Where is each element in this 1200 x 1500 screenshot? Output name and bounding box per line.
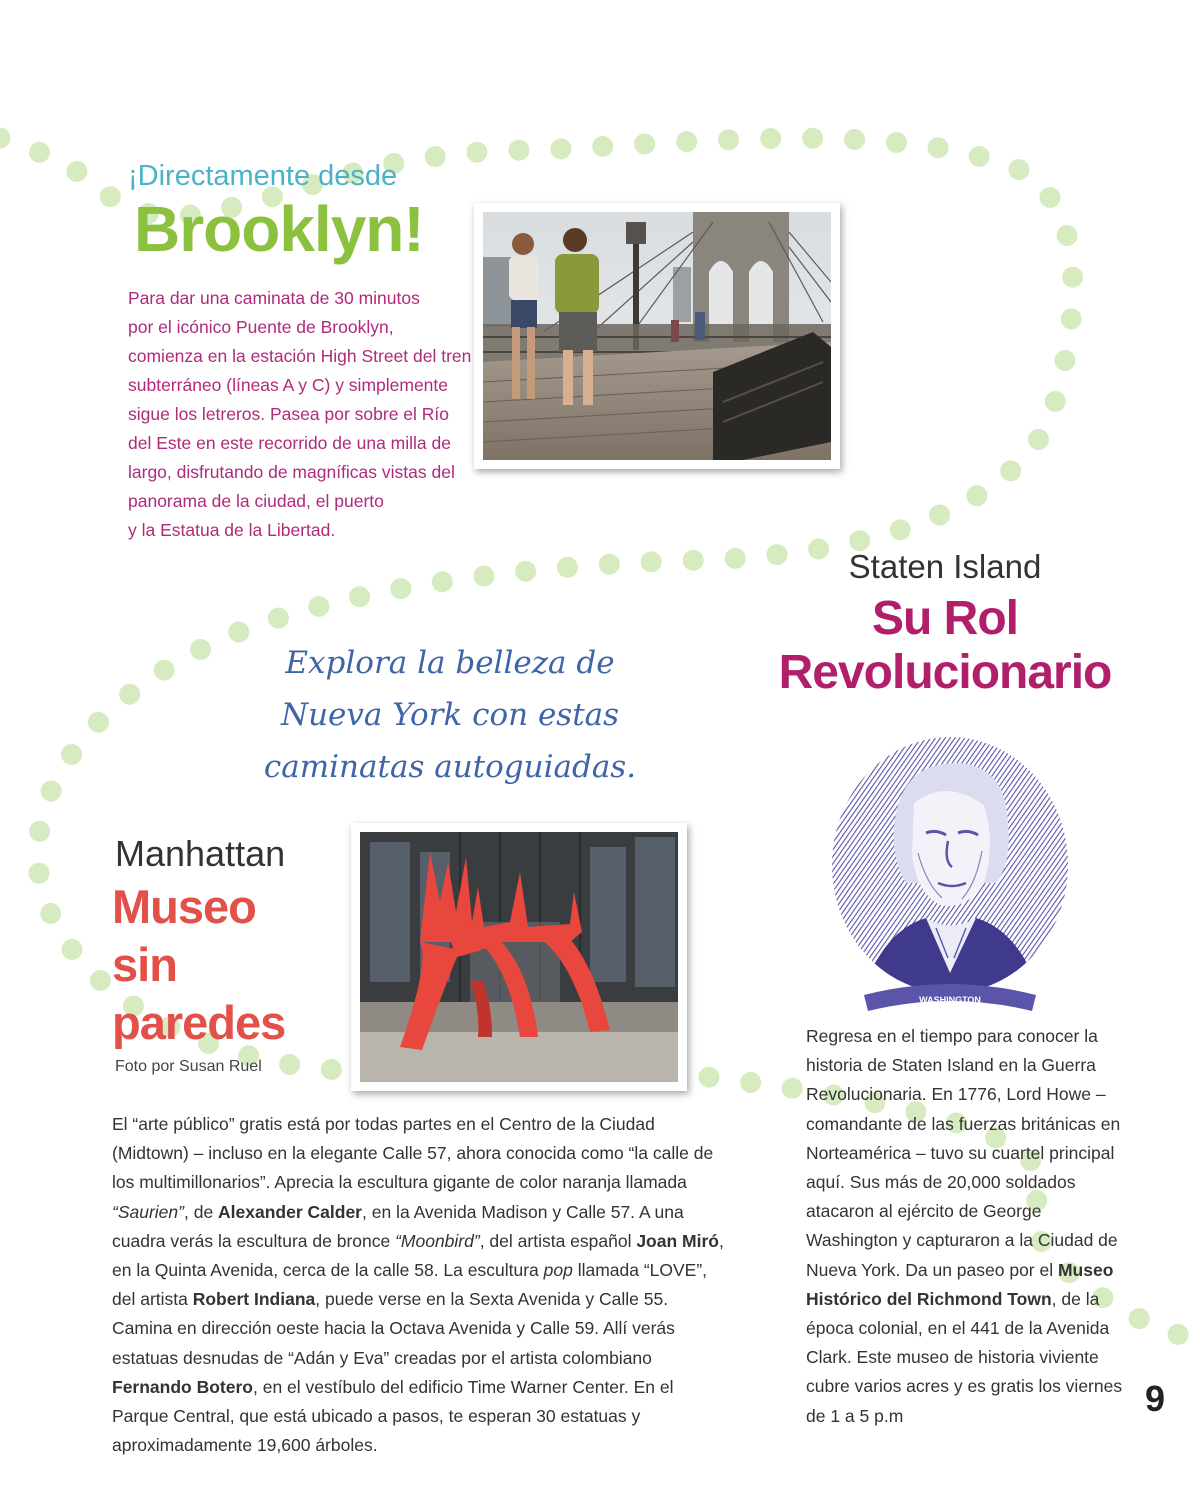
manhattan-title-line: paredes [112, 996, 286, 1049]
decorative-dot [119, 684, 140, 705]
brooklyn-line: subterráneo (líneas A y C) y simplemente [128, 375, 449, 395]
decorative-dot [1057, 225, 1078, 246]
decorative-dot [268, 608, 289, 629]
staten-text-run: Museo Histórico del Richmond Town [806, 1259, 1114, 1309]
decorative-dot [683, 550, 704, 571]
manhattan-text-run: , en la Avenida Madison y Calle 57. A una cuadra verás la escultura de bronce [112, 1201, 684, 1251]
decorative-dot [592, 136, 613, 157]
decorative-dot [767, 544, 788, 565]
decorative-dot [557, 557, 578, 578]
decorative-dot [1028, 429, 1049, 450]
decorative-dot [515, 561, 536, 582]
decorative-dot [432, 571, 453, 592]
brooklyn-line: comienza en la estación High Street del tren [128, 346, 472, 366]
washington-engraving-image [826, 733, 1074, 1015]
decorative-dot [760, 128, 781, 149]
decorative-dot [886, 132, 907, 153]
decorative-dot [599, 554, 620, 575]
decorative-dot [1040, 187, 1061, 208]
decorative-dot [41, 781, 62, 802]
decorative-dot [1045, 391, 1066, 412]
staten-island-kicker: Staten Island [848, 548, 1042, 585]
decorative-dot [1000, 460, 1021, 481]
decorative-dot [1054, 350, 1075, 371]
staten-island-paragraph [806, 1022, 1136, 1431]
staten-text-run: Regresa en el tiempo para conocer la historia de Staten Island en la Guerra Revolucionaria. En 1776, Lord Howe – comandante de las fuerzas británicas en Norteamérica – tuvo su cuartel principal aquí. Sus más de 20,000 soldados atacaron al ejército de George Washington y capturaron a la Ciudad de Nueva York. Da un paseo por el [806, 1026, 1121, 1280]
decorative-dot [228, 622, 249, 643]
decorative-dot [66, 161, 87, 182]
brooklyn-title: Brooklyn! [134, 193, 424, 265]
manhattan-title-line: Museo [112, 880, 256, 933]
decorative-dot [740, 1072, 761, 1093]
decorative-dot [718, 129, 739, 150]
decorative-dot [969, 146, 990, 167]
manhattan-text-run: Fernando Botero [112, 1376, 253, 1397]
decorative-dot [88, 712, 109, 733]
portrait-banner-label: WASHINGTON [919, 995, 981, 1005]
brooklyn-line: panorama de la ciudad, el puerto [128, 491, 384, 511]
decorative-dot [1061, 309, 1082, 330]
decorative-dot [550, 138, 571, 159]
decorative-dot [29, 863, 50, 884]
decorative-dot [928, 137, 949, 158]
tagline [250, 637, 650, 793]
decorative-dot [1168, 1324, 1189, 1345]
manhattan-kicker: Manhattan [115, 833, 286, 874]
decorative-dot [425, 146, 446, 167]
washington-portrait [826, 733, 1074, 1015]
decorative-dot [802, 128, 823, 149]
manhattan-text-run: llamada “LOVE”, del artista [112, 1260, 708, 1310]
manhattan-text-run: “Moonbird” [395, 1230, 480, 1251]
decorative-dot [0, 128, 11, 149]
manhattan-text-run: Robert Indiana [192, 1289, 316, 1310]
brooklyn-paragraph [128, 284, 472, 545]
manhattan-text-run: , en la Quinta Avenida, cerca de la calle 58. La escultura [112, 1230, 724, 1281]
decorative-dot [390, 578, 411, 599]
brooklyn-line: sigue los letreros. Pasea por sobre el Río [128, 404, 449, 424]
decorative-dot [634, 133, 655, 154]
staten-title-line: Revolucionario [778, 646, 1112, 699]
decorative-dot [782, 1078, 803, 1099]
manhattan-text-run: Alexander Calder [218, 1201, 362, 1222]
manhattan-text-run: “Saurien” [112, 1201, 184, 1222]
decorative-dot [29, 142, 50, 163]
manhattan-text-run: , en el vestíbulo del edificio Time Warner Center. En el Parque Central, que está ubicado a pasos, te esperan 30 estatuas y aproximadamente 19,600 árboles. [112, 1376, 674, 1456]
decorative-dot [100, 186, 121, 207]
brooklyn-kicker: ¡Directamente desde [128, 160, 398, 192]
manhattan-text-run: Joan Miró [636, 1230, 719, 1251]
decorative-dot [349, 586, 370, 607]
decorative-dot [154, 660, 175, 681]
decorative-dot [473, 566, 494, 587]
tagline-line: Nueva York con estas [280, 697, 620, 733]
staten-text-run: , de la época colonial, en el 441 de la Avenida Clark. Este museo de historia viviente cubre varios acres y es gratis los viernes de 1 a 5 p.m [806, 1288, 1123, 1426]
manhattan-text-run: , del artista español [479, 1230, 637, 1251]
decorative-dot [844, 129, 865, 150]
decorative-dot [61, 744, 82, 765]
decorative-dot [40, 903, 61, 924]
decorative-dot [308, 596, 329, 617]
decorative-dot [508, 140, 529, 161]
decorative-dot [966, 485, 987, 506]
decorative-dot [62, 939, 83, 960]
decorative-dot [279, 1054, 300, 1075]
manhattan-text-run: , puede verse en la Sexta Avenida y Calle 55. Camina en dirección oeste hacia la Octava Avenida y Calle 59. Allí verás estatuas desnudas de “Adán y Eva” creadas por el artista colombiano [112, 1289, 675, 1368]
brooklyn-line: largo, disfrutando de magníficas vistas del [128, 462, 455, 482]
brooklyn-line: del Este en este recorrido de una milla de [128, 433, 451, 453]
photo-credit: Foto por Susan Ruel [115, 1058, 262, 1075]
brooklyn-line: por el icónico Puente de Brooklyn, [128, 317, 394, 337]
decorative-dot [929, 505, 950, 526]
decorative-dot [890, 519, 911, 540]
saurien-sculpture-image [360, 832, 678, 1082]
calder-sculpture-photo [351, 823, 687, 1091]
decorative-dot [1062, 267, 1083, 288]
decorative-dot [698, 1067, 719, 1088]
manhattan-text-run: pop [543, 1260, 573, 1281]
manhattan-text-run: El “arte público” gratis está por todas partes en el Centro de la Ciudad (Midtown) – incluso en la elegante Calle 57, ahora conocida como “la calle de los multimillonarios”. Aprecia la escultura gigante de color naranja llamada [112, 1114, 714, 1193]
decorative-dot [676, 131, 697, 152]
tagline-line: Explora la belleza de [285, 645, 615, 681]
decorative-dot [190, 639, 211, 660]
page-number: 9 [1145, 1378, 1166, 1419]
tagline-line: caminatas autoguiadas. [263, 749, 637, 785]
decorative-dot [466, 142, 487, 163]
brooklyn-bridge-photo [474, 203, 840, 469]
decorative-dot [29, 821, 50, 842]
decorative-dot [321, 1059, 342, 1080]
decorative-dot [725, 548, 746, 569]
brooklyn-line: Para dar una caminata de 30 minutos [128, 288, 420, 308]
brooklyn-bridge-image [483, 212, 831, 460]
brooklyn-line: y la Estatua de la Libertad. [128, 520, 336, 540]
manhattan-paragraph [112, 1110, 727, 1460]
manhattan-title-line: sin [112, 938, 177, 991]
staten-title-line: Su Rol [872, 592, 1018, 645]
manhattan-text-run: , de [183, 1201, 219, 1222]
decorative-dot [90, 970, 111, 991]
decorative-dot [1009, 159, 1030, 180]
manhattan-title [112, 878, 352, 1052]
decorative-dot [641, 551, 662, 572]
staten-island-title [770, 592, 1120, 700]
